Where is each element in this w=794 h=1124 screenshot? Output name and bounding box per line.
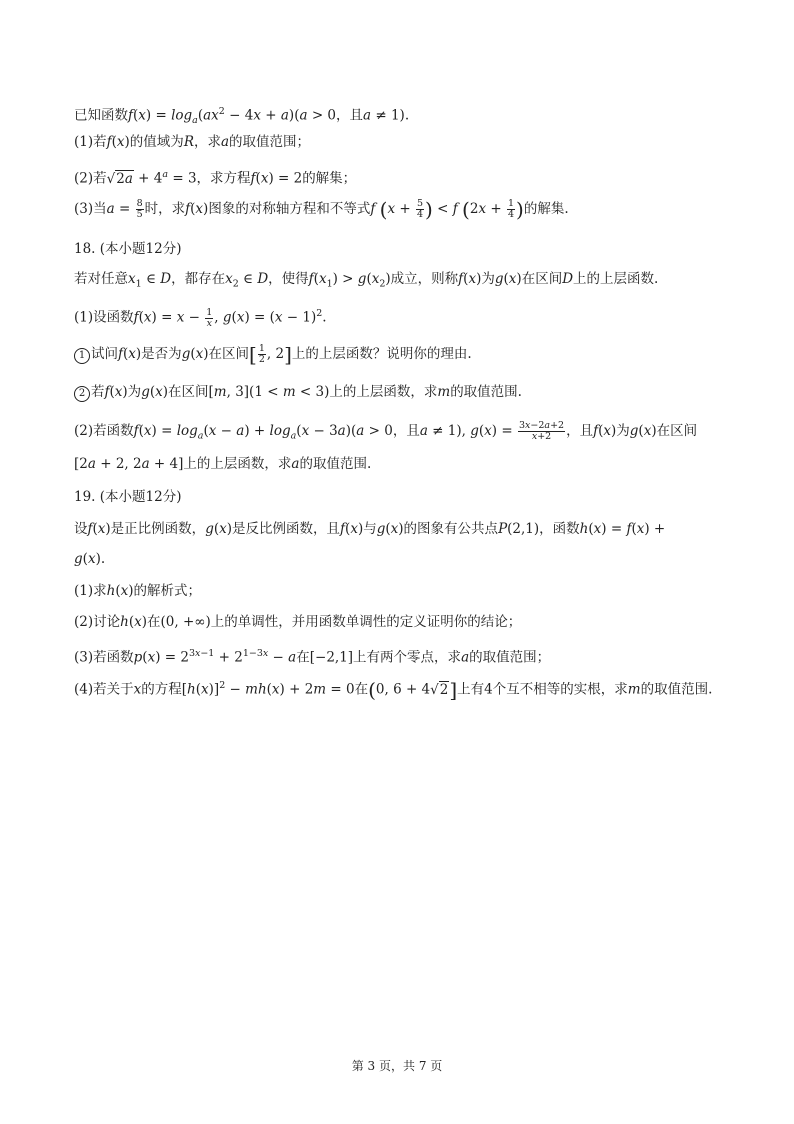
q19-part4: (4)若关于x的方程$[h(x)]^2 - mh(x) + 2m = 0$在(0, 6 + 4√2]上有4个互不相等的实根，求m的取值范围. bbox=[74, 678, 713, 702]
q17-intro: 已知函数$f(x) = \log_a(ax^2 - 4x + a)(a > 0$，且a ≠ 1). bbox=[74, 106, 410, 127]
q19-intro-cont: g(x). bbox=[74, 551, 106, 567]
q19-part2: (2)讨论h(x)在(0, +∞)上的单调性，并用函数单调性的定义证明你的结论； bbox=[74, 614, 522, 630]
q18-intro: 若对任意$x_1$ ∈ D，都存在$x_2$ ∈ D，使得$f(x_1) > g(x_2)$成立，则称f(x)为g(x)在区间D上的上层函数. bbox=[74, 271, 659, 290]
q17-part1: (1)若f(x)的值域为R，求a的取值范围； bbox=[74, 134, 311, 150]
q18-part2: (2)若函数$f(x) = \log_a(x - a) + \log_a(x - 3a)(a > 0$，且a ≠ 1), g(x) = $\frac{3x-2a+2}{x+2}$ ，且f(x)为g(x)在区间 bbox=[74, 420, 698, 442]
q17-part2: (2)若$√2a + 4^a = 3$，求方程f(x) = 2的解集； bbox=[74, 169, 357, 187]
q18-part1b: 2 若f(x)为g(x)在区间[m, 3](1 < m < 3)上的上层函数，求m的取值范围. bbox=[74, 383, 522, 402]
page-footer: 第 3 页，共 7 页 bbox=[351, 1059, 443, 1073]
q19-part3: (3)若函数$p(x) = 2^{3x-1} + 2^{1-3x} - a$在[−2,1]上有两个零点，求a的取值范围； bbox=[74, 648, 551, 666]
q19-intro: 设f(x)是正比例函数，g(x)是反比例函数，且f(x)与g(x)的图象有公共点P(2,1)，函数h(x) = f(x) + bbox=[74, 521, 666, 537]
q18-part1a: 1 试问f(x)是否为g(x)在区间[ $\frac{1}{2}$ , 2]上的上层函数？说明你的理由. bbox=[74, 344, 472, 365]
q18-part2-cont: [2a + 2, 2a + 4]上的上层函数，求a的取值范围. bbox=[74, 456, 372, 472]
circled-two-icon: 2 bbox=[74, 386, 90, 402]
q17-part3: (3)当a = $\frac{8}{5}$ 时，求f(x)图象的对称轴方程和不等式f (x + $\frac{5}{4}$ ) < f (2x + $\frac{1}{4}$ )的解集. bbox=[74, 197, 569, 222]
q19-header: 19. (本小题12分) bbox=[74, 489, 182, 505]
q19-part1: (1)求h(x)的解析式； bbox=[74, 583, 202, 599]
q18-header: 18. (本小题12分) bbox=[74, 241, 182, 257]
circled-one-icon: 1 bbox=[74, 348, 90, 364]
q18-part1: (1)设函数f(x) = x − $\frac{1}{x}$ , $g(x) = (x - 1)^2$. bbox=[74, 306, 327, 329]
